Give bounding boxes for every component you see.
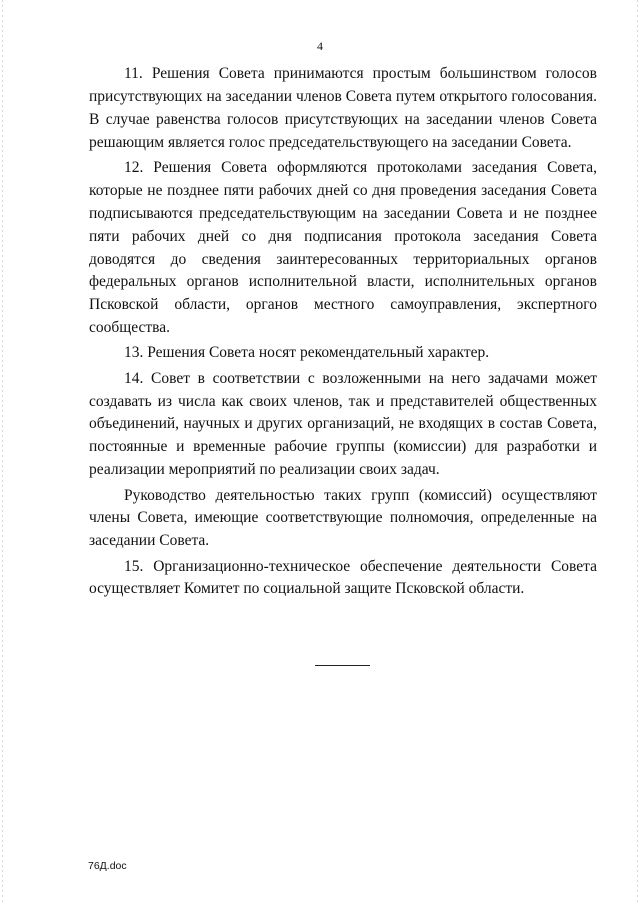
end-of-text-rule (315, 665, 370, 666)
paragraph-12: 12. Решения Совета оформляются протоколами заседания Совета, которые не позднее пяти рабочих дней со дня проведения заседания Совета подписываются председательствующим на заседании Совета и не позднее пяти рабочих дней со дня подписания протокола заседания Совета доводятся до сведения заинтересованных территориальных органов федеральных органов исполнительной власти, исполнительных органов Псковской области, органов местного самоуправления, экспертного сообщества. (89, 158, 597, 337)
paragraph-15: 15. Организационно-техническое обеспечение деятельности Совета осуществляет Комитет по социальной защите Псковской области. (89, 557, 597, 598)
paragraph-13: 13. Решения Совета носят рекомендательный характер. (124, 344, 490, 362)
document-body (89, 63, 597, 604)
paragraph-14-continuation: Руководство деятельностью таких групп (комиссий) осуществляют члены Совета, имеющие соответствующие полномочия, определенные на заседании Совета. (89, 486, 597, 550)
scan-edge-left (2, 0, 3, 905)
page-number: 4 (317, 39, 323, 53)
footer-filename: 76Д.doc (88, 860, 127, 872)
paragraph-14: 14. Совет в соответствии с возложенными на него задачами может создавать из числа как своих членов, так и представителей общественных объединений, научных и других организаций, не входящих в состав Совета, постоянные и временные рабочие группы (комиссии) для разработки и реализации мероприятий по реализации своих задач. (89, 369, 597, 479)
paragraph-11: 11. Решения Совета принимаются простым большинством голосов присутствующих на заседании членов Совета путем открытого голосования. В случае равенства голосов присутствующих на заседании членов Совета решающим является голос председательствующего на заседании Совета. (89, 65, 597, 151)
scan-edge-right (637, 0, 638, 905)
